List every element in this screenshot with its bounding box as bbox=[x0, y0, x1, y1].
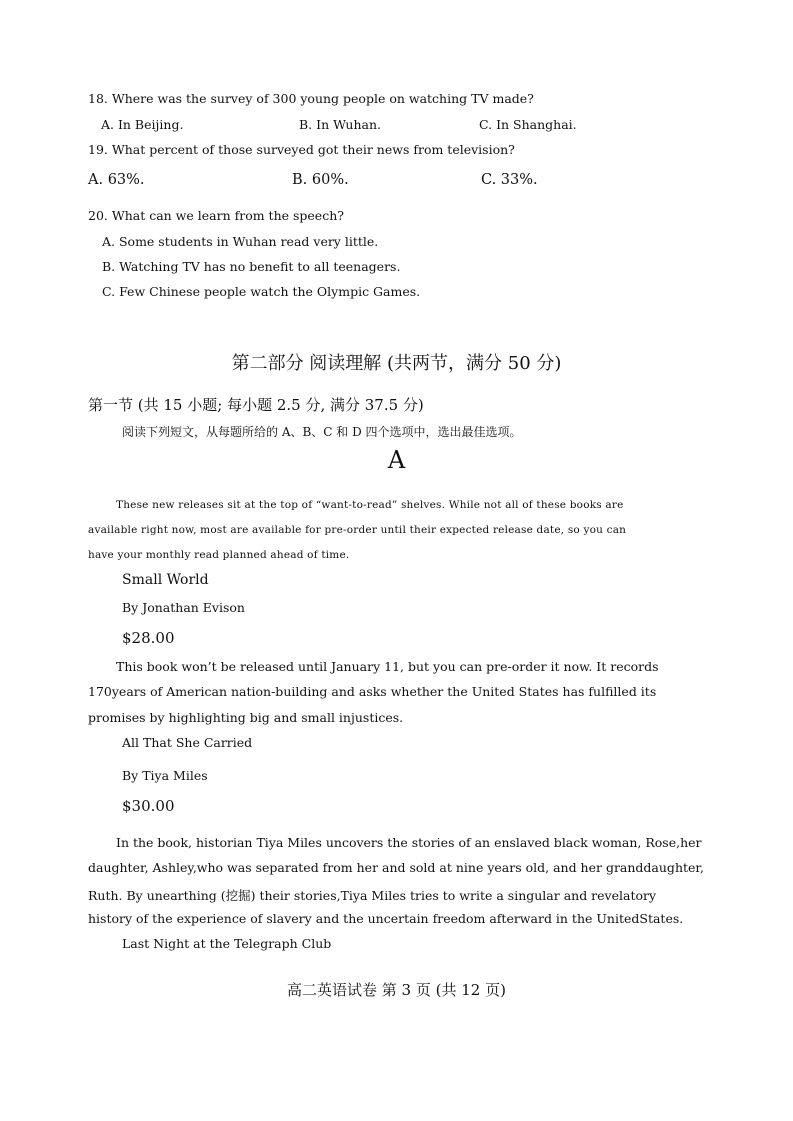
book1-author: By Jonathan Evison bbox=[122, 600, 245, 615]
book2-price: $30.00 bbox=[122, 797, 175, 815]
section1-heading: 第一节 (共 15 小题; 每小题 2.5 分, 满分 37.5 分) bbox=[88, 396, 424, 414]
q20-option-b: B. Watching TV has no benefit to all teenagers. bbox=[102, 259, 401, 274]
q19-option-b: B. 60%. bbox=[292, 172, 349, 188]
question-20: 20. What can we learn from the speech? bbox=[88, 208, 344, 223]
q19-option-a: A. 63%. bbox=[88, 172, 145, 188]
q18-option-c: C. In Shanghai. bbox=[479, 117, 577, 132]
intro-line-3: have your monthly read planned ahead of time. bbox=[88, 549, 350, 561]
question-19: 19. What percent of those surveyed got their news from television? bbox=[88, 142, 515, 157]
q19-option-c: C. 33%. bbox=[481, 172, 538, 188]
book3-title: Last Night at the Telegraph Club bbox=[122, 936, 332, 951]
book2-line-3: Ruth. By unearthing (挖掘) their stories,Tiya Miles tries to write a singular and revelatory bbox=[88, 888, 657, 903]
book2-line-1: In the book, historian Tiya Miles uncovers the stories of an enslaved black woman, Rose,her bbox=[116, 835, 702, 850]
book2-author: By Tiya Miles bbox=[122, 768, 208, 783]
book1-price: $28.00 bbox=[122, 629, 175, 647]
q20-option-c: C. Few Chinese people watch the Olympic Games. bbox=[102, 284, 421, 299]
question-18: 18. Where was the survey of 300 young people on watching TV made? bbox=[88, 91, 534, 106]
passage-letter: A bbox=[387, 446, 406, 474]
book1-line-2: 170years of American nation-building and asks whether the United States has fulfilled its bbox=[88, 684, 657, 699]
q20-option-a: A. Some students in Wuhan read very little. bbox=[102, 234, 379, 249]
part2-title: 第二部分 阅读理解 (共两节，满分 50 分) bbox=[231, 353, 562, 374]
intro-line-1: These new releases sit at the top of “want-to-read” shelves. While not all of these books are bbox=[116, 499, 624, 511]
q18-option-a: A. In Beijing. bbox=[101, 117, 184, 132]
page-footer: 高二英语试卷 第 3 页 (共 12 页) bbox=[287, 981, 506, 999]
book2-line-4: history of the experience of slavery and the uncertain freedom afterward in the UnitedStates. bbox=[88, 911, 684, 926]
book2-line-2: daughter, Ashley,who was separated from her and sold at nine years old, and her granddaughter, bbox=[88, 860, 704, 875]
book1-title: Small World bbox=[122, 572, 209, 588]
book1-line-3: promises by highlighting big and small injustices. bbox=[88, 710, 404, 725]
intro-line-2: available right now, most are available for pre-order until their expected release date, so you can bbox=[88, 524, 627, 536]
q18-option-b: B. In Wuhan. bbox=[299, 117, 382, 132]
instruction: 阅读下列短文，从每题所给的 A、B、C 和 D 四个选项中，选出最佳选项。 bbox=[122, 425, 522, 439]
book2-title: All That She Carried bbox=[122, 735, 253, 750]
book1-line-1: This book won’t be released until January 11, but you can pre-order it now. It records bbox=[116, 659, 659, 674]
